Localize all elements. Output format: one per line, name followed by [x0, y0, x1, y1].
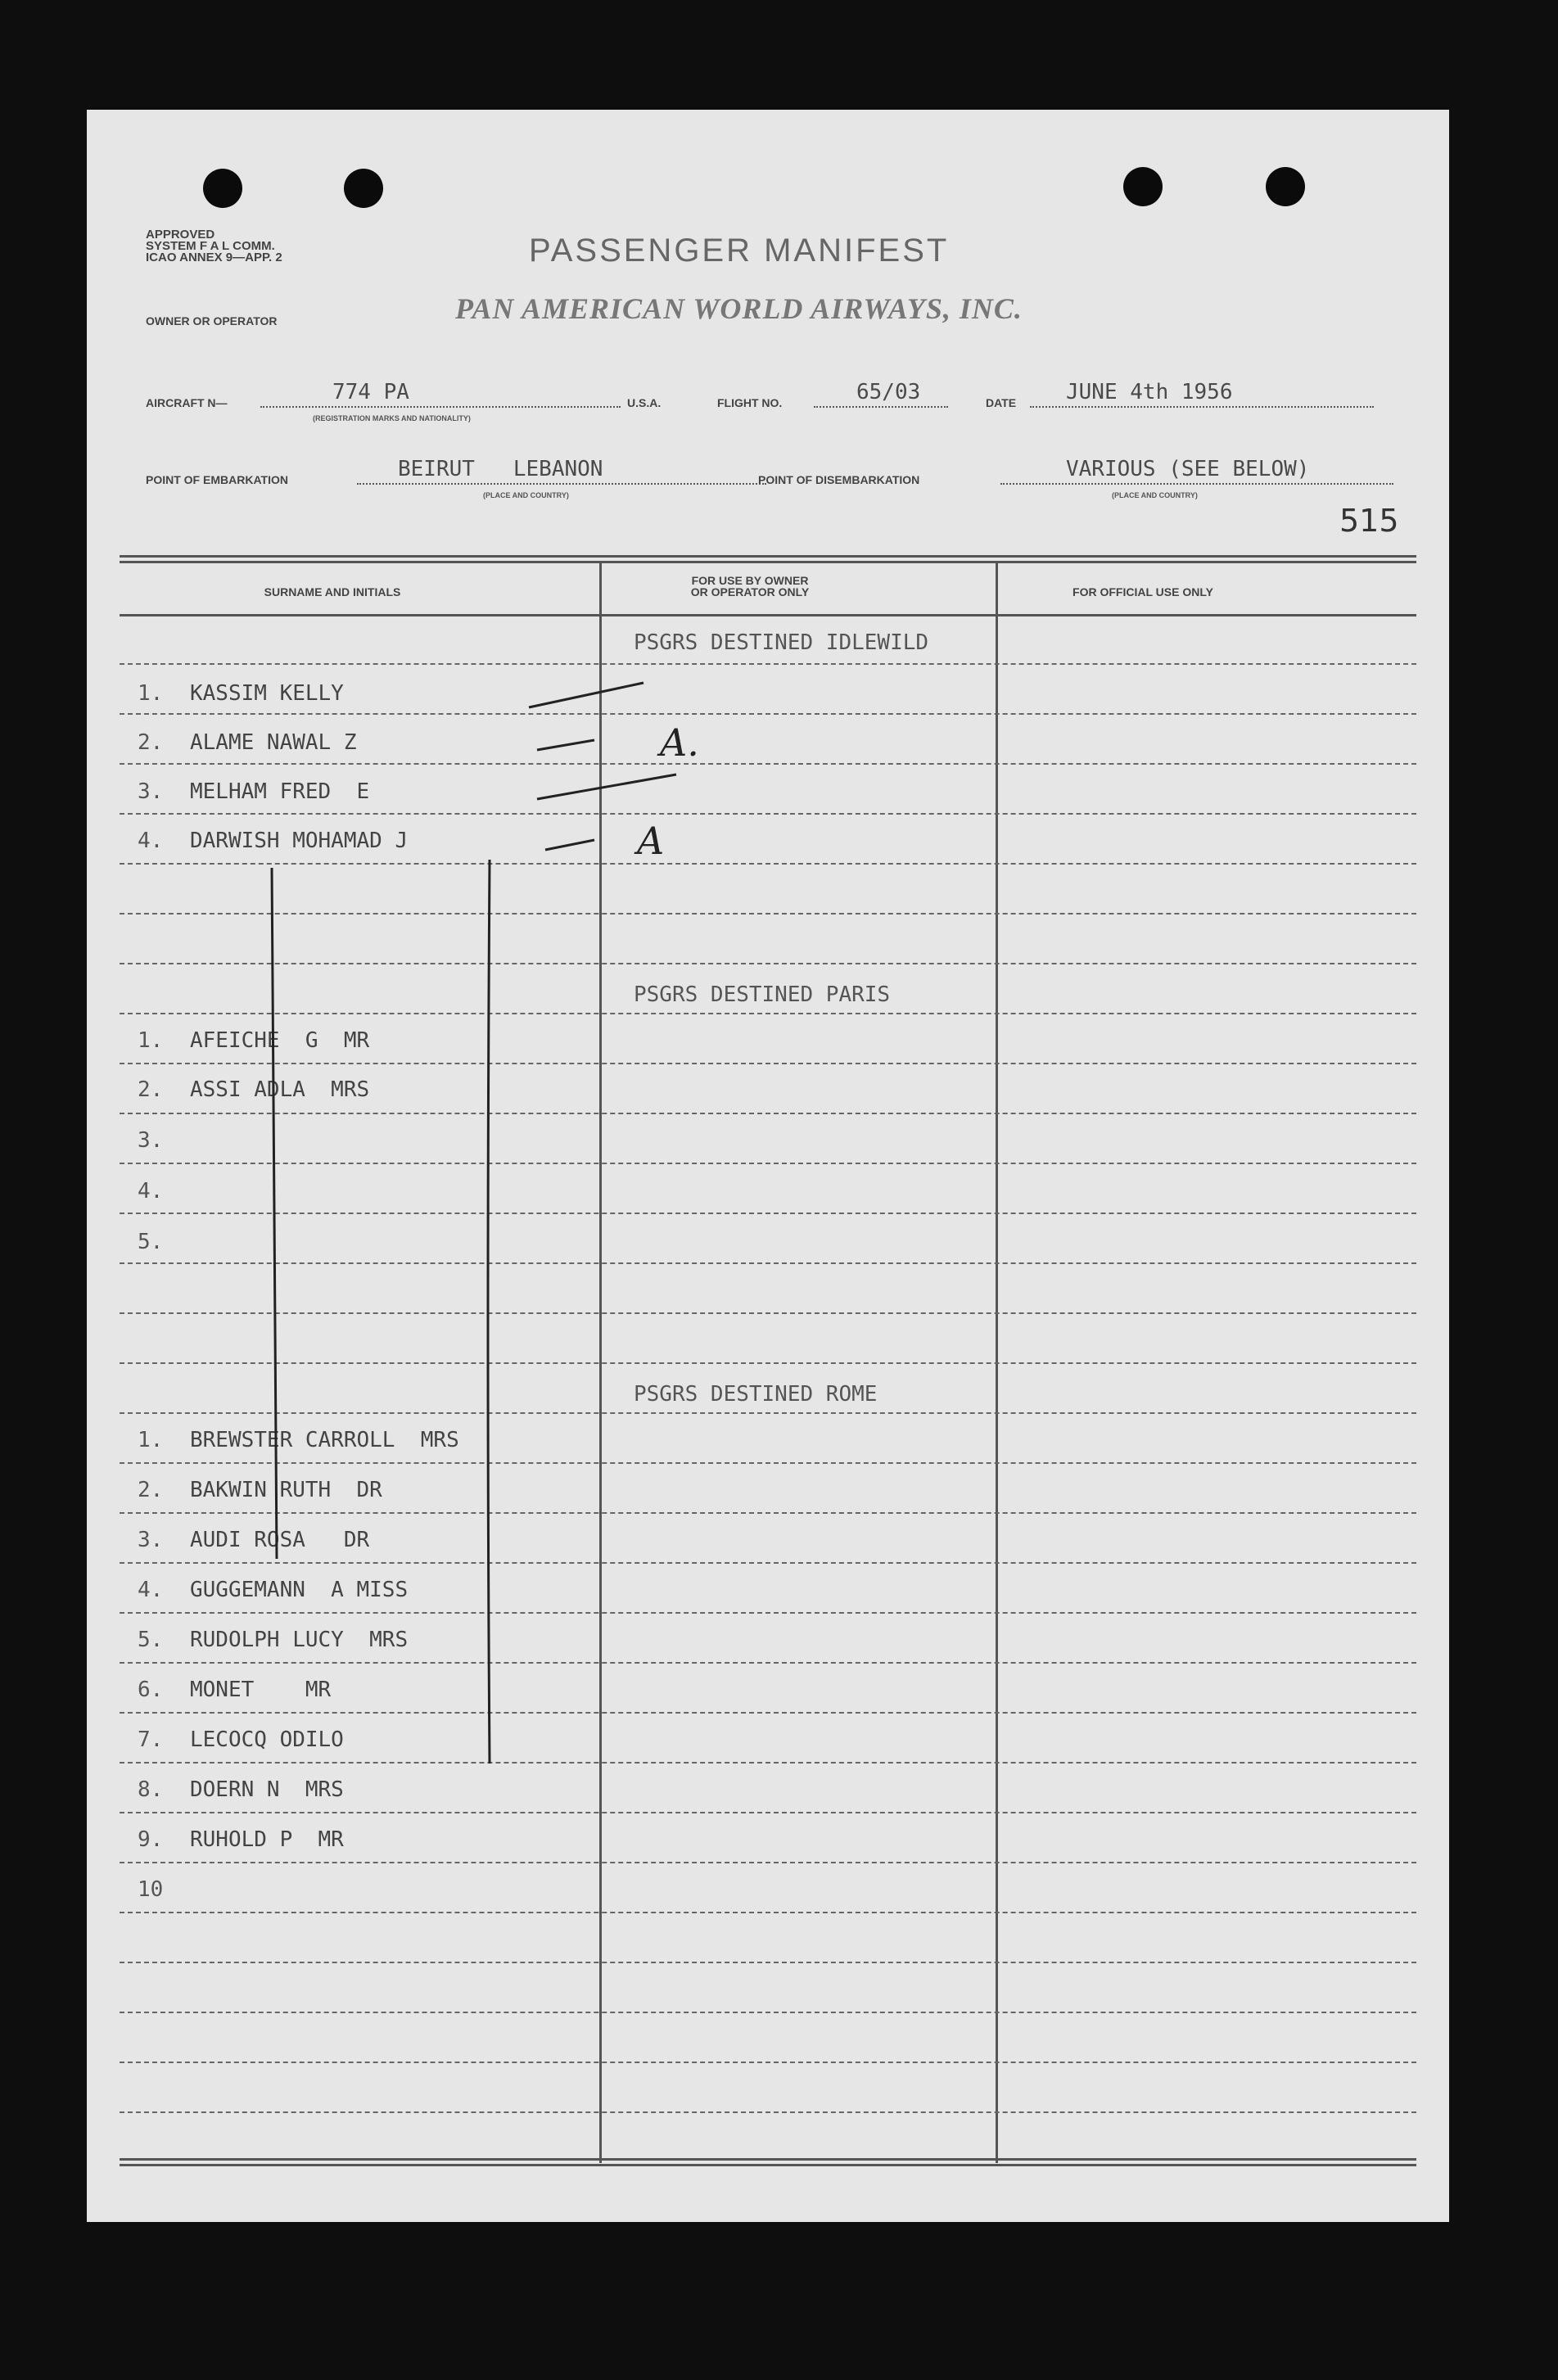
passenger-name: DARWISH MOHAMAD J [190, 829, 409, 853]
embark-label: POINT OF EMBARKATION [146, 473, 288, 486]
section-rome: PSGRS DESTINED ROME [634, 1382, 878, 1407]
row-number: 6. [138, 1678, 164, 1702]
passenger-name: BAKWIN RUTH DR [190, 1478, 382, 1502]
handwritten-mark: A [637, 819, 665, 863]
passenger-name: ALAME NAWAL Z [190, 730, 357, 755]
row-number: 4. [138, 1578, 164, 1602]
row-number: 4. [138, 1179, 164, 1204]
flight-label: FLIGHT NO. [717, 396, 783, 409]
disembark-label: POINT OF DISEMBARKATION [758, 473, 920, 486]
passenger-name: LECOCQ ODILO [190, 1727, 344, 1752]
section-idlewild: PSGRS DESTINED IDLEWILD [634, 630, 929, 655]
passenger-name: AUDI ROSA DR [190, 1528, 370, 1552]
passenger-name: GUGGEMANN A MISS [190, 1578, 409, 1602]
row-number: 1. [138, 1428, 164, 1452]
passenger-name: ASSI ADLA MRS [190, 1077, 370, 1102]
page-number: 515 [1339, 503, 1399, 539]
row-number: 2. [138, 1077, 164, 1102]
row-number: 5. [138, 1230, 164, 1254]
row-number: 9. [138, 1827, 164, 1852]
column-owner-use-line: FOR USE BY OWNER [691, 574, 809, 587]
embark-value: BEIRUT LEBANON [398, 457, 603, 481]
manifest-sheet [87, 110, 1449, 2222]
pencil-bracket-line [272, 868, 277, 1559]
handwritten-marks [87, 110, 1449, 2222]
disembark-value: VARIOUS (SEE BELOW) [1066, 457, 1310, 481]
company-name: PAN AMERICAN WORLD AIRWAYS, INC. [455, 292, 1023, 325]
passenger-name: KASSIM KELLY [190, 681, 344, 706]
pencil-stroke [529, 683, 644, 707]
passenger-name: MELHAM FRED E [190, 779, 370, 804]
column-surname: SURNAME AND INITIALS [264, 585, 401, 598]
pencil-stroke [545, 840, 594, 850]
disembark-sub: (PLACE AND COUNTRY) [1112, 491, 1198, 499]
row-number: 1. [138, 681, 164, 706]
passenger-name: BREWSTER CARROLL MRS [190, 1428, 459, 1452]
embark-sub: (PLACE AND COUNTRY) [483, 491, 569, 499]
row-number: 3. [138, 779, 164, 804]
date-value: JUNE 4th 1956 [1066, 380, 1233, 404]
approval-line: SYSTEM F A L COMM. [146, 239, 275, 253]
pencil-bracket-line [488, 860, 490, 1764]
column-owner-use-line: OR OPERATOR ONLY [690, 585, 810, 598]
passenger-name: RUDOLPH LUCY MRS [190, 1628, 409, 1652]
pencil-stroke [537, 740, 594, 750]
row-number: 2. [138, 1478, 164, 1502]
row-number: 1. [138, 1028, 164, 1053]
passenger-name: MONET MR [190, 1678, 332, 1702]
row-number: 7. [138, 1727, 164, 1752]
row-number: 3. [138, 1528, 164, 1552]
aircraft-sub: (REGISTRATION MARKS AND NATIONALITY) [313, 414, 471, 422]
approval-line: APPROVED [146, 228, 215, 242]
passenger-name: RUHOLD P MR [190, 1827, 344, 1852]
row-number: 3. [138, 1128, 164, 1153]
pencil-stroke [537, 775, 676, 799]
flight-value: 65/03 [856, 380, 921, 404]
row-number: 2. [138, 730, 164, 755]
row-number: 4. [138, 829, 164, 853]
approval-line: ICAO ANNEX 9—APP. 2 [146, 251, 282, 264]
passenger-name: AFEICHE G MR [190, 1028, 370, 1053]
row-number: 8. [138, 1777, 164, 1802]
aircraft-value: 774 PA [332, 380, 409, 404]
row-number: 10 [138, 1877, 164, 1902]
usa-label: U.S.A. [627, 396, 662, 409]
handwritten-mark: A. [660, 720, 699, 765]
passenger-name: DOERN N MRS [190, 1777, 344, 1802]
row-number: 5. [138, 1628, 164, 1652]
column-official: FOR OFFICIAL USE ONLY [1073, 585, 1213, 598]
date-label: DATE [986, 396, 1017, 409]
owner-label: OWNER OR OPERATOR [146, 314, 278, 327]
page-title: PASSENGER MANIFEST [529, 233, 950, 269]
section-paris: PSGRS DESTINED PARIS [634, 982, 891, 1007]
aircraft-label: AIRCRAFT N— [146, 396, 228, 409]
